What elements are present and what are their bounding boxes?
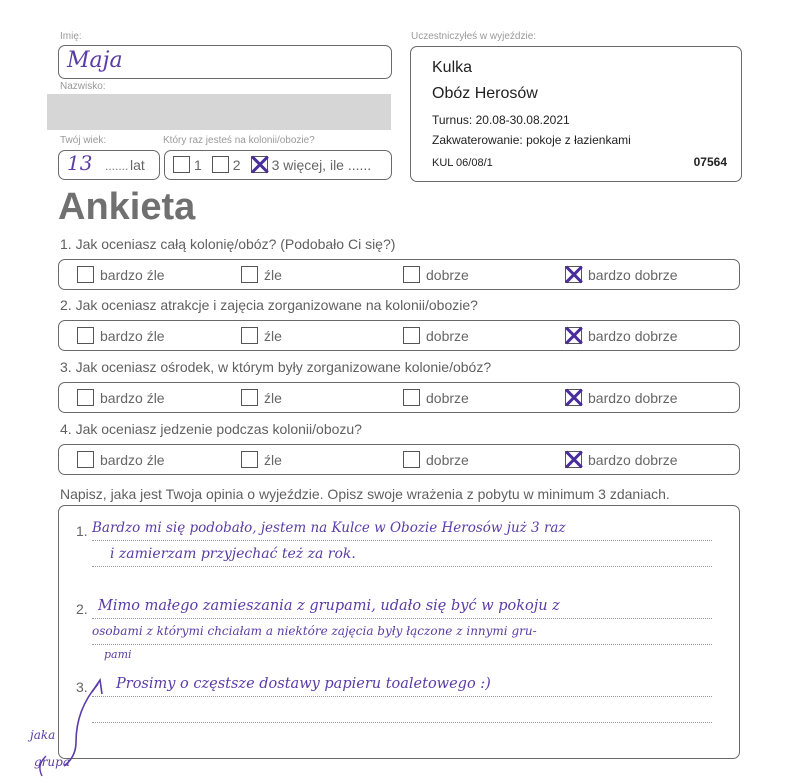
opinion-line-5: pami (104, 648, 132, 661)
rule-line (92, 566, 712, 567)
rule-line (92, 618, 712, 619)
name-value: Maja (67, 48, 123, 73)
accommodation-value: pokoje z łazienkami (526, 133, 631, 147)
question-4-options (58, 444, 740, 475)
option-label: bardzo źle (100, 266, 165, 283)
question-3-option-2[interactable] (241, 389, 282, 406)
question-3-option-4[interactable] (565, 389, 678, 406)
option-label: bardzo dobrze (588, 327, 678, 344)
question-4-option-2[interactable] (241, 451, 282, 468)
trip-number: 07564 (693, 155, 727, 169)
option-label: bardzo źle (100, 451, 165, 468)
name-label: Imię: (60, 31, 82, 42)
question-2-option-2[interactable] (241, 327, 282, 344)
option-label: źle (264, 389, 282, 406)
visit-1-label: 1 (194, 156, 202, 173)
option-label: źle (264, 451, 282, 468)
checkbox[interactable] (565, 451, 582, 468)
question-2-option-3[interactable] (403, 327, 469, 344)
checkbox[interactable] (77, 327, 94, 344)
page-title: Ankieta (58, 186, 196, 228)
question-4-text: 4. Jak oceniasz jedzenie podczas kolonii/obozu? (60, 421, 362, 437)
opinion-line-3: Mimo małego zamieszania z grupami, udało się być w pokoju z (98, 598, 560, 614)
opinion-line-1: Bardzo mi się podobało, jestem na Kulce w Obozie Herosów już 3 raz (92, 520, 566, 536)
surname-redacted (47, 94, 391, 130)
rule-line (92, 696, 712, 697)
age-field[interactable] (58, 150, 160, 180)
checkbox[interactable] (403, 327, 420, 344)
question-3-options (58, 382, 740, 413)
opinion-number-2: 2. (76, 601, 88, 617)
trip-label: Uczestniczyłeś w wyjeździe: (411, 31, 537, 42)
question-1-text: 1. Jak oceniasz całą kolonię/obóz? (Podobało Ci się?) (60, 236, 396, 252)
checkbox[interactable] (77, 266, 94, 283)
margin-note-2: grupa (34, 755, 70, 769)
age-value: 13 (67, 151, 93, 175)
checkbox[interactable] (565, 389, 582, 406)
visit-count-field[interactable] (164, 150, 392, 180)
question-1-options (58, 259, 740, 290)
turnus-label: Turnus: (432, 113, 473, 127)
option-label: dobrze (426, 327, 469, 344)
checkbox[interactable] (77, 389, 94, 406)
question-4-option-3[interactable] (403, 451, 469, 468)
checkbox[interactable] (241, 389, 258, 406)
visit-1-checkbox[interactable] (173, 156, 190, 173)
option-label: dobrze (426, 266, 469, 283)
question-3-option-1[interactable] (77, 389, 165, 406)
question-4-option-1[interactable] (77, 451, 165, 468)
opinion-number-1: 1. (76, 523, 88, 539)
checkbox[interactable] (241, 327, 258, 344)
trip-camp: Obóz Herosów (432, 85, 538, 102)
question-1-option-4[interactable] (565, 266, 678, 283)
question-1-option-3[interactable] (403, 266, 469, 283)
question-1-option-1[interactable] (77, 266, 165, 283)
checkbox[interactable] (403, 451, 420, 468)
option-label: źle (264, 266, 282, 283)
question-3-option-3[interactable] (403, 389, 469, 406)
trip-name: Kulka (432, 59, 473, 76)
checkbox[interactable] (403, 266, 420, 283)
opinion-prompt: Napisz, jaka jest Twoja opinia o wyjeździe. Opisz swoje wrażenia z pobytu w minimum 3 zdaniach. (60, 486, 670, 502)
visit-2-label: 2 (232, 156, 241, 173)
checkbox[interactable] (241, 451, 258, 468)
option-label: bardzo dobrze (588, 266, 678, 283)
option-label: dobrze (426, 451, 469, 468)
option-label: bardzo dobrze (588, 451, 678, 468)
checkbox[interactable] (565, 266, 582, 283)
question-2-text: 2. Jak oceniasz atrakcje i zajęcia zorganizowane na kolonii/obozie? (60, 297, 478, 313)
trip-box (410, 46, 742, 182)
margin-note-1: jaka (30, 728, 56, 742)
age-label: Twój wiek: (60, 135, 107, 146)
visit-count-label: Który raz jesteś na kolonii/obozie? (163, 135, 315, 146)
option-label: bardzo źle (100, 327, 165, 344)
checkbox[interactable] (403, 389, 420, 406)
visit-3-checkbox[interactable] (251, 156, 268, 173)
rule-line (92, 540, 712, 541)
question-1-option-2[interactable] (241, 266, 282, 283)
opinion-line-6: Prosimy o częstsze dostawy papieru toaletowego :) (116, 676, 491, 692)
opinion-number-3: 3. (76, 679, 88, 695)
checkbox[interactable] (241, 266, 258, 283)
opinion-line-4: osobami z którymi chciałam a niektóre zajęcia były łączone z innymi gru- (92, 624, 537, 638)
option-label: bardzo dobrze (588, 389, 678, 406)
option-label: dobrze (426, 389, 469, 406)
rule-line (92, 644, 712, 645)
trip-code: KUL 06/08/1 (432, 157, 493, 169)
opinion-line-2: i zamierzam przyjechać też za rok. (110, 546, 356, 562)
accommodation-label: Zakwaterowanie: (432, 133, 523, 147)
rule-line (92, 722, 712, 723)
visit-3-label: 3 więcej, ile ...... (271, 156, 372, 173)
question-2-options (58, 320, 740, 351)
age-unit: lat (130, 157, 145, 173)
question-2-option-4[interactable] (565, 327, 678, 344)
option-label: bardzo źle (100, 389, 165, 406)
name-field[interactable] (58, 45, 392, 79)
question-4-option-4[interactable] (565, 451, 678, 468)
option-label: źle (264, 327, 282, 344)
turnus-value: 20.08-30.08.2021 (475, 113, 570, 127)
question-2-option-1[interactable] (77, 327, 165, 344)
age-dots: ....... (105, 159, 129, 173)
checkbox[interactable] (77, 451, 94, 468)
surname-label: Nazwisko: (60, 81, 106, 92)
visit-2-checkbox[interactable] (212, 156, 229, 173)
checkbox[interactable] (565, 327, 582, 344)
question-3-text: 3. Jak oceniasz ośrodek, w którym były zorganizowane kolonie/obóz? (60, 359, 492, 375)
